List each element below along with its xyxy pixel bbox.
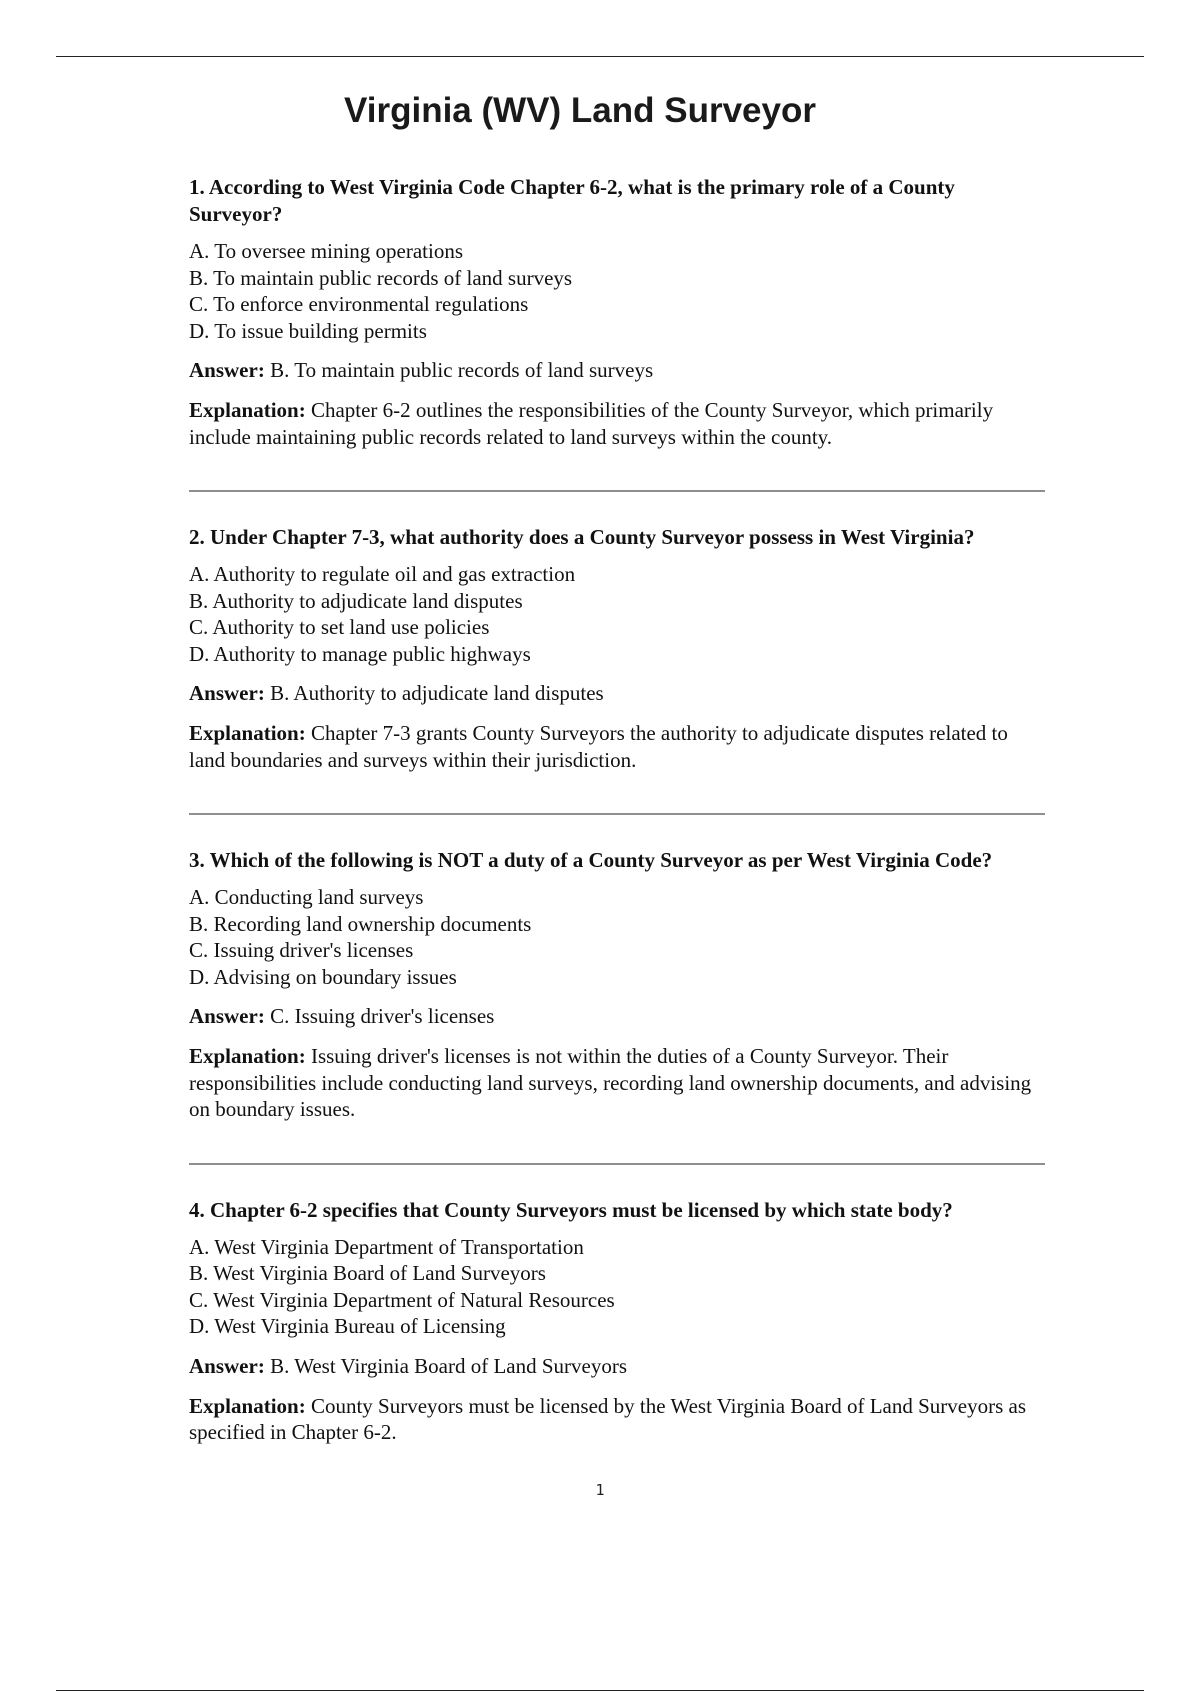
option-b: B. Recording land ownership documents [189, 911, 532, 936]
question-4 [189, 1197, 1045, 1450]
option-a: A. West Virginia Department of Transportation [189, 1234, 584, 1259]
option-d: D. To issue building permits [189, 318, 427, 343]
answer-line [189, 1353, 1045, 1380]
answer-value: B. West Virginia Board of Land Surveyors [270, 1353, 628, 1378]
question-text: 4. Chapter 6-2 specifies that County Surveyors must be licensed by which state body? [189, 1197, 953, 1222]
explanation [189, 720, 1045, 773]
option-c: C. To enforce environmental regulations [189, 292, 529, 316]
explanation-text: Chapter 6-2 outlines the responsibilities of the County Surveyor, which primarily include maintaining public records related to land surveys within the county. [189, 398, 994, 449]
explanation [189, 397, 1045, 450]
section-divider [189, 813, 1045, 815]
answer-options [189, 1234, 1045, 1340]
option-b: B. West Virginia Board of Land Surveyors [189, 1261, 546, 1285]
section-divider [189, 490, 1045, 492]
explanation-label: Explanation: [189, 1393, 306, 1418]
option-a: A. Conducting land surveys [189, 885, 424, 909]
answer-options [189, 884, 1045, 990]
answer-line [189, 1003, 1045, 1030]
answer-label: Answer: [189, 681, 265, 705]
option-c: C. Issuing driver's licenses [189, 938, 414, 962]
bottom-rule [56, 1690, 1144, 1691]
option-d: D. Authority to manage public highways [189, 641, 531, 666]
option-c: C. Authority to set land use policies [189, 615, 490, 639]
answer-label: Answer: [189, 1004, 265, 1028]
option-a: A. Authority to regulate oil and gas extraction [189, 562, 576, 586]
answer-value: C. Issuing driver's licenses [270, 1004, 495, 1028]
explanation-text: Issuing driver's licenses is not within the duties of a County Surveyor. Their responsibilities include conducting land surveys, recording land ownership documents, and advising on boundary issues. [189, 1044, 1032, 1121]
explanation-label: Explanation: [189, 721, 306, 745]
option-b: B. Authority to adjudicate land disputes [189, 588, 523, 613]
answer-value: B. To maintain public records of land surveys [270, 358, 654, 382]
top-rule [56, 56, 1144, 57]
explanation-text: Chapter 7-3 grants County Surveyors the authority to adjudicate disputes related to land boundaries and surveys within their jurisdiction. [189, 721, 1008, 772]
section-divider [189, 1163, 1045, 1165]
option-a: A. To oversee mining operations [189, 239, 464, 263]
explanation-text: County Surveyors must be licensed by the West Virginia Board of Land Surveyors as specified in Chapter 6-2. [189, 1393, 1026, 1444]
option-d: D. West Virginia Bureau of Licensing [189, 1314, 506, 1338]
answer-label: Answer: [189, 1353, 265, 1378]
answer-options [189, 238, 1045, 344]
question-list [189, 174, 1045, 1450]
question-3 [189, 847, 1045, 1127]
explanation-label: Explanation: [189, 398, 306, 422]
answer-line [189, 357, 1045, 384]
explanation-label: Explanation: [189, 1044, 306, 1068]
answer-line [189, 680, 1045, 707]
answer-label: Answer: [189, 358, 265, 382]
page-title: Virginia (WV) Land Surveyor [344, 91, 816, 131]
question-text: 3. Which of the following is NOT a duty of a County Surveyor as per West Virginia Code? [189, 848, 993, 872]
question-2 [189, 524, 1045, 777]
option-c: C. West Virginia Department of Natural Resources [189, 1287, 615, 1312]
question-text: 2. Under Chapter 7-3, what authority does a County Surveyor possess in West Virginia? [189, 525, 975, 549]
page-number: 1 [595, 1481, 605, 1499]
answer-options [189, 561, 1045, 667]
option-d: D. Advising on boundary issues [189, 964, 457, 989]
explanation [189, 1393, 1045, 1446]
question-1 [189, 174, 1045, 454]
explanation [189, 1043, 1045, 1123]
answer-value: B. Authority to adjudicate land disputes [270, 681, 604, 705]
question-text: 1. According to West Virginia Code Chapter 6-2, what is the primary role of a County Surveyor? [189, 175, 955, 226]
option-b: B. To maintain public records of land surveys [189, 265, 573, 290]
